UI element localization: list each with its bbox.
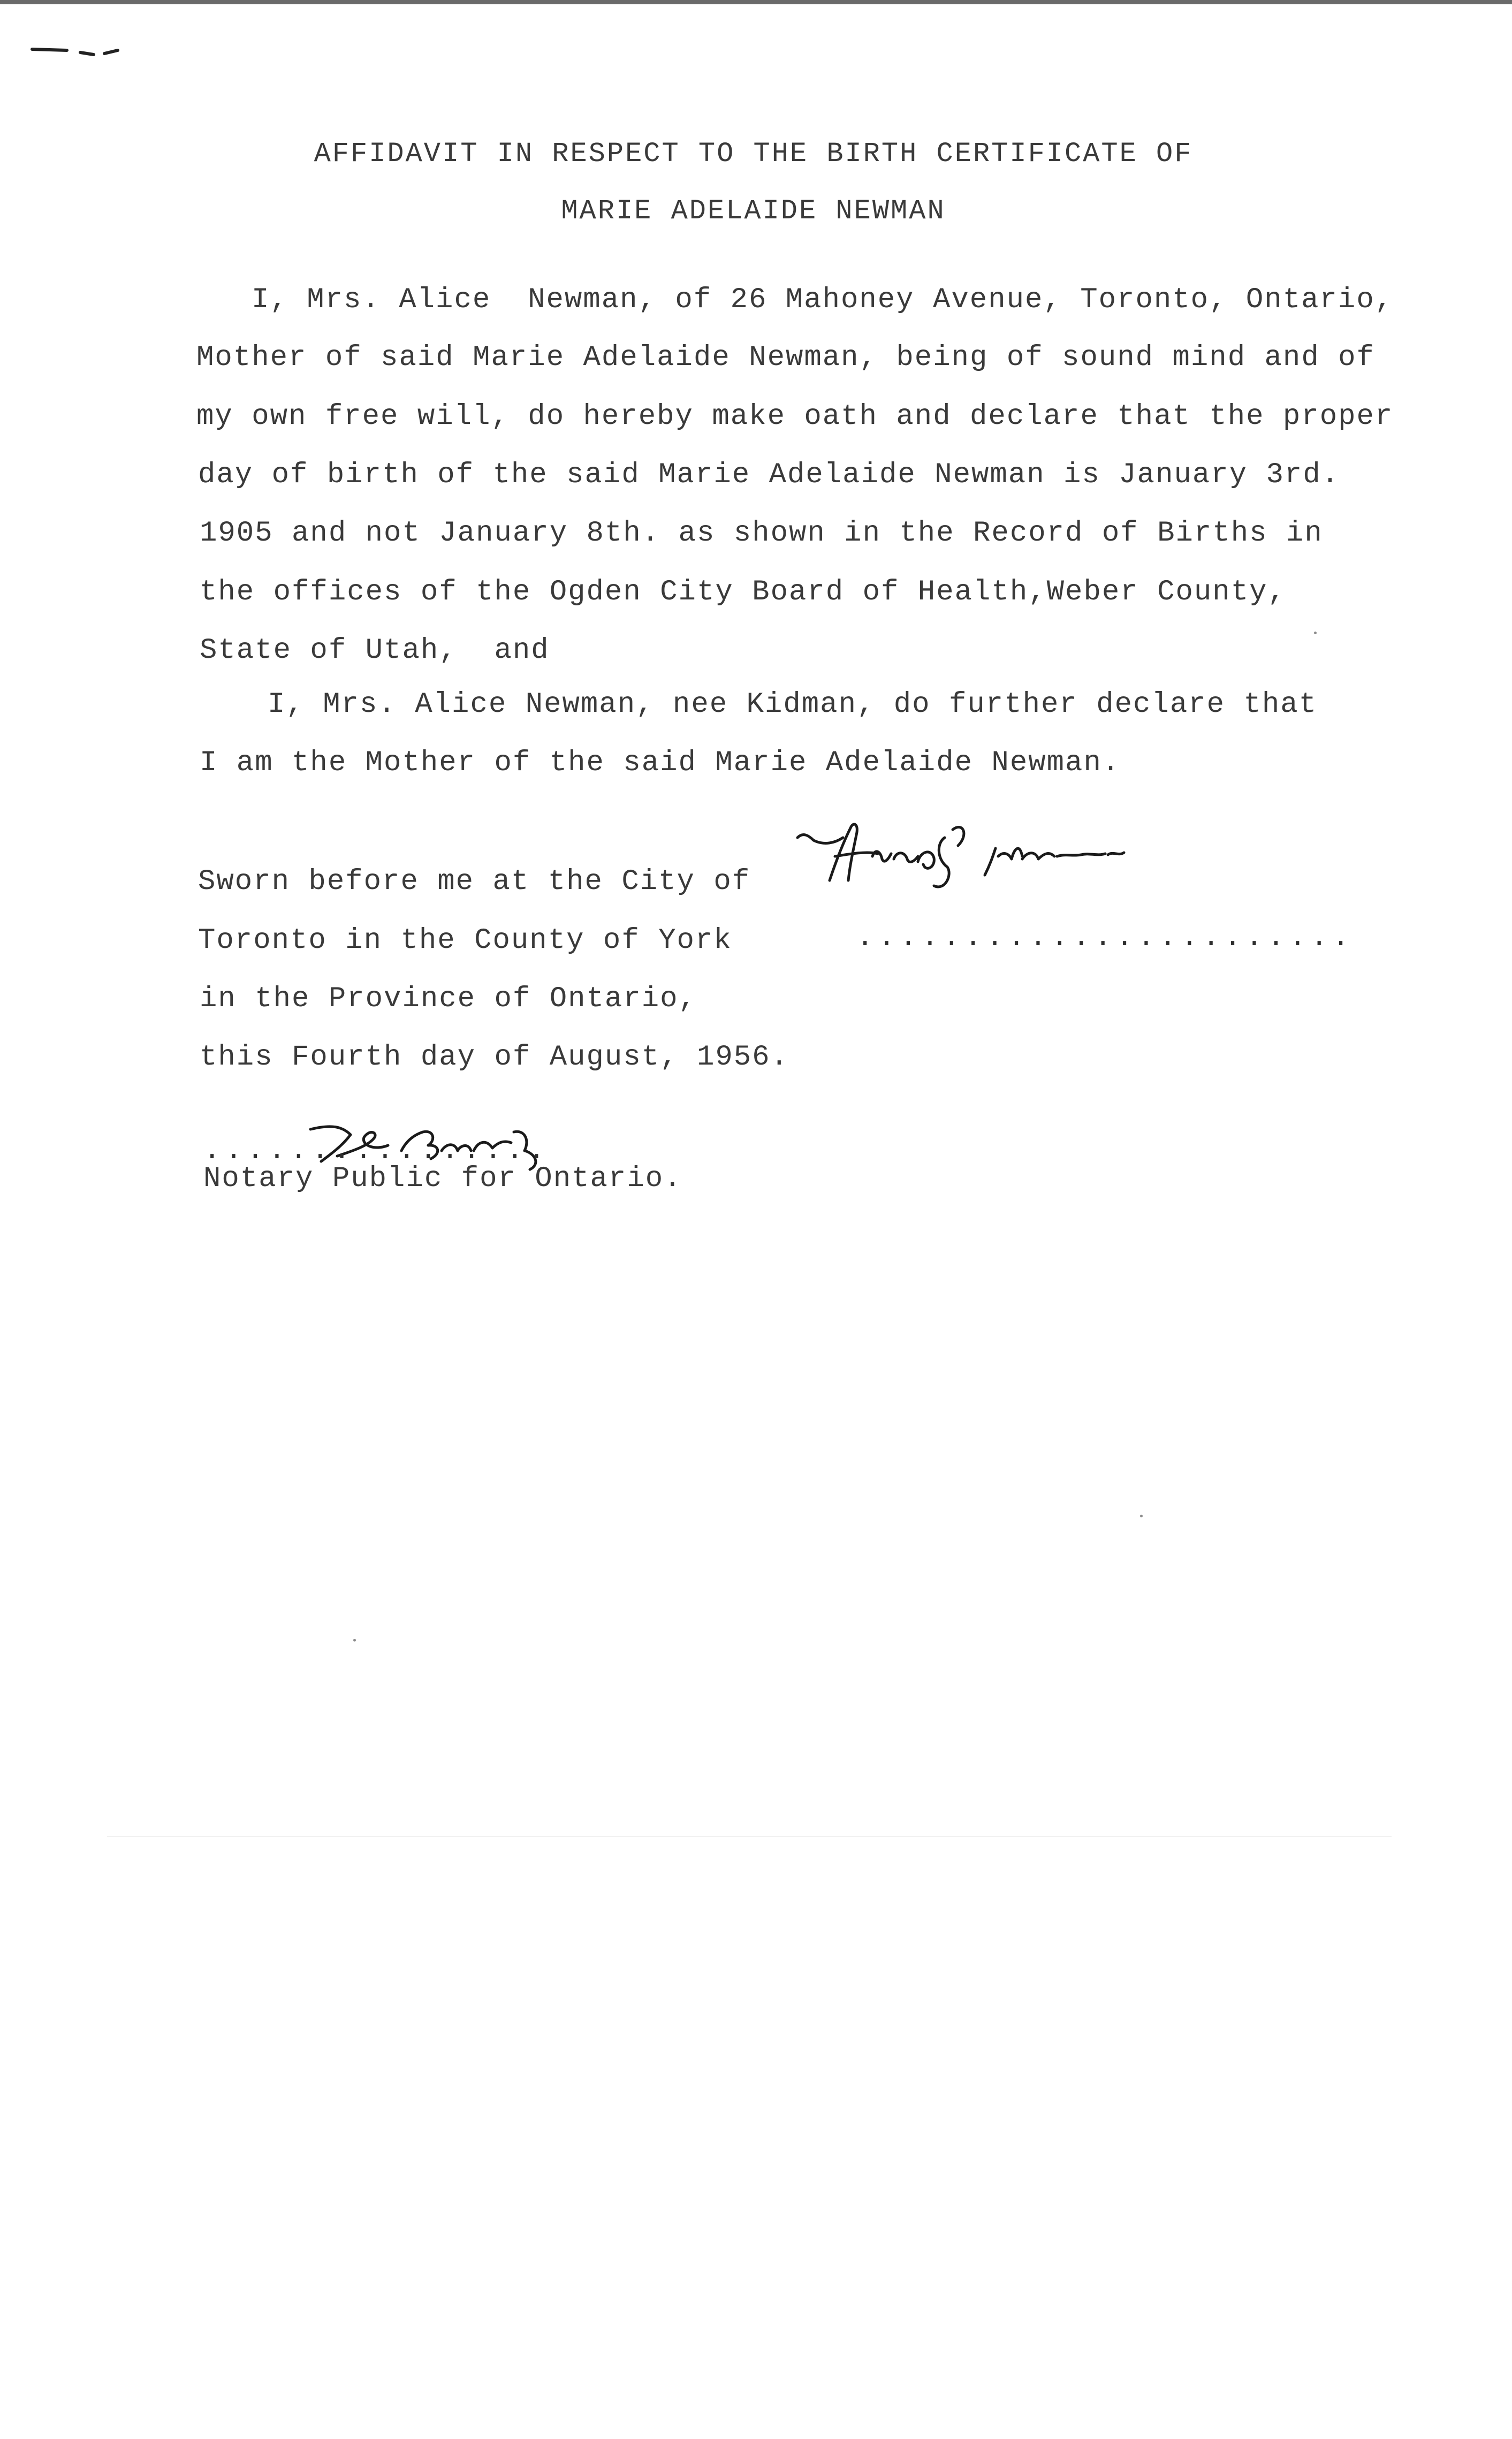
body-line-2: Mother of said Marie Adelaide Newman, being of sound mind and of [196, 341, 1375, 374]
corner-pencil-mark [29, 43, 126, 59]
document-title-line-2: MARIE ADELAIDE NEWMAN [561, 195, 946, 227]
body-line-8: I, Mrs. Alice Newman, nee Kidman, do further declare that [268, 688, 1318, 721]
body-line-4: day of birth of the said Marie Adelaide Newman is January 3rd. [198, 459, 1340, 491]
notary-signature-line: ................ [203, 1135, 550, 1167]
scan-speck [1314, 632, 1317, 634]
jurat-line-4: this Fourth day of August, 1956. [200, 1041, 789, 1074]
body-line-3: my own free will, do hereby make oath and declare that the proper [196, 400, 1394, 433]
body-line-7: State of Utah, and [200, 634, 550, 667]
jurat-line-3: in the Province of Ontario, [200, 983, 697, 1015]
document-title-line-1: AFFIDAVIT IN RESPECT TO THE BIRTH CERTIFICATE OF [314, 138, 1193, 170]
body-line-9: I am the Mother of the said Marie Adelaide Newman. [200, 747, 1121, 779]
jurat-line-2: Toronto in the County of York [198, 924, 732, 957]
body-line-6: the offices of the Ogden City Board of Health,Weber County, [200, 576, 1286, 609]
scan-speck [1140, 1515, 1143, 1517]
notary-label: Notary Public for Ontario. [203, 1162, 682, 1195]
body-line-5: 1905 and not January 8th. as shown in the Record of Births in [200, 517, 1323, 550]
body-line-1: I, Mrs. Alice Newman, of 26 Mahoney Avenue, Toronto, Ontario, [252, 284, 1394, 316]
deponent-signature [792, 806, 1156, 896]
scan-top-border [0, 0, 1512, 4]
deponent-signature-line: ....................... [856, 922, 1354, 954]
scan-speck [353, 1639, 356, 1642]
jurat-line-1: Sworn before me at the City of [198, 865, 751, 898]
scan-fold-line [107, 1836, 1392, 1837]
